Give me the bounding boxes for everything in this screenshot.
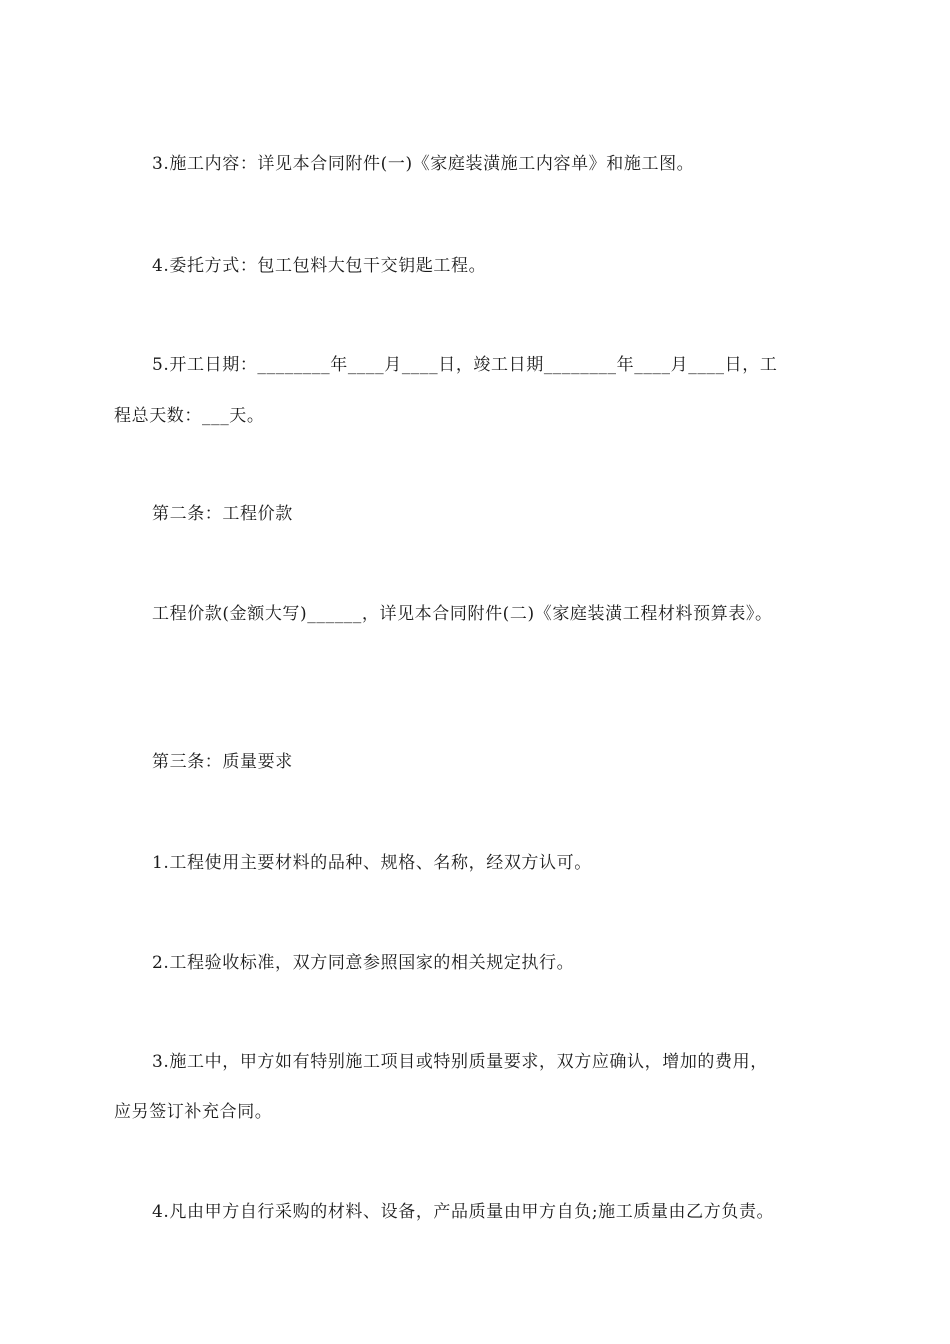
section-heading-project-price: 第二条：工程价款 <box>152 504 293 524</box>
clause-item-construction-content: 3.施工内容：详见本合同附件(一)《家庭装潢施工内容单》和施工图。 <box>152 154 695 174</box>
clause-item-materials: 1.工程使用主要材料的品种、规格、名称，经双方认可。 <box>152 853 592 873</box>
clause-item-start-date: 5.开工日期：________年____月____日，竣工日期________年____月____日，工 <box>152 355 778 375</box>
clause-item-commission-method: 4.委托方式：包工包料大包干交钥匙工程。 <box>152 256 487 276</box>
clause-item-start-date-continued: 程总天数：___天。 <box>114 406 265 426</box>
clause-item-special-requirements: 3.施工中，甲方如有特别施工项目或特别质量要求，双方应确认，增加的费用， <box>152 1052 768 1072</box>
clause-item-quality-responsibility: 4.凡由甲方自行采购的材料、设备，产品质量由甲方自负;施工质量由乙方负责。 <box>152 1202 775 1222</box>
clause-item-special-requirements-continued: 应另签订补充合同。 <box>114 1102 273 1122</box>
section-heading-quality-requirements: 第三条：质量要求 <box>152 752 293 772</box>
clause-item-project-price: 工程价款(金额大写)______，详见本合同附件(二)《家庭装潢工程材料预算表》。 <box>152 604 773 624</box>
clause-item-acceptance-standard: 2.工程验收标准，双方同意参照国家的相关规定执行。 <box>152 953 575 973</box>
